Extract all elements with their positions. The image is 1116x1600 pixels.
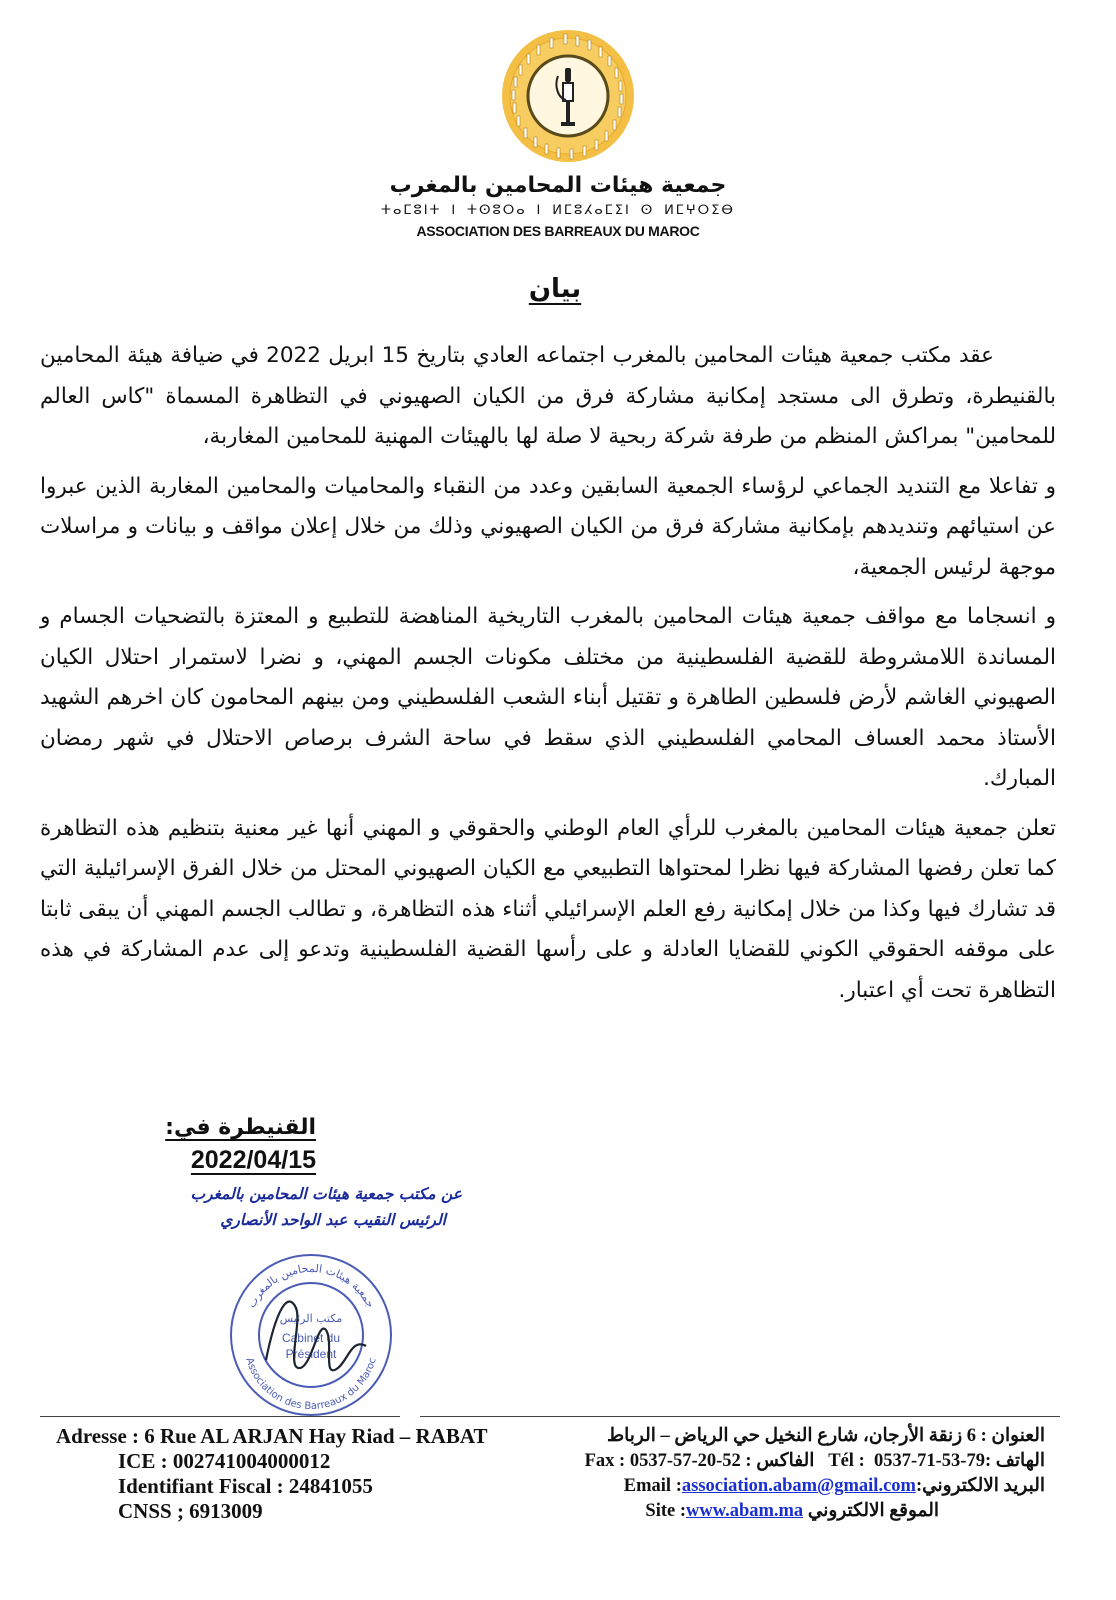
- footer-address-ar: العنوان : 6 زنقة الأرجان، شارع النخيل حي الرياض – الرباط: [607, 1426, 1045, 1446]
- stamp-center-fr-2: Président: [285, 1347, 337, 1361]
- email-label-fr: Email :: [623, 1476, 682, 1496]
- footer-arabic: [500, 1424, 1045, 1524]
- footer-rule-left: [40, 1416, 400, 1417]
- org-name-arabic: جمعية هيئات المحامين بالمغرب: [389, 173, 727, 198]
- paragraph-3: و انسجاما مع مواقف جمعية هيئات المحامين بالمغرب التاريخية المناهضة للتطبيع و المعتزة بالتضحيات الجسام و المساندة اللامشروطة للقضية الفلسطينية من مختلف مكونات الجسم المهني، و نضرا لاستمرار احتلال الكيان الصهيوني الغاشم لأرض فلسطين الطاهرة و تقتيل أبناء الشعب الفلسطيني ومن بينهم المحامون كان اخرهم الشهيد الأستاذ محمد العساف المحامي الفلسطيني الذي سقط في ساحة الشرف برصاص الاحتلال في شهر رمضان المبارك.: [40, 604, 1056, 791]
- signature-president: الرئيس النقيب عبد الواحد الأنصاري: [220, 1211, 446, 1229]
- site-link[interactable]: www.abam.ma: [686, 1501, 804, 1521]
- org-name-french: ASSOCIATION DES BARREAUX DU MAROC: [416, 223, 700, 239]
- stamp-top-text: جمعية هيئات المحامين بالمغرب: [244, 1261, 378, 1310]
- stamp-center-ar: مكتب الرئيس: [279, 1312, 343, 1325]
- paragraph-1: عقد مكتب جمعية هيئات المحامين بالمغرب اجتماعه العادي بتاريخ 15 ابريل 2022 في ضيافة هيئة المحامين بالقنيطرة، وتطرق الى مستجد إمكانية مشاركة فرق من الكيان الصهيوني في التظاهرة المسماة "كاس العالم للمحامين" بمراكش المنظم من طرفة شركة ربحية لا صلة لها بالهيئات المهنية للمحامين المغاربة،: [40, 343, 1056, 449]
- fax-label-ar: الفاكس :: [745, 1451, 815, 1471]
- association-emblem-icon: [500, 28, 636, 164]
- svg-text:Association des Barreaux du Ma: [243, 1357, 379, 1413]
- footer-phone-fax: [500, 1449, 1045, 1474]
- footer-address-fr: Adresse : 6 Rue AL ARJAN Hay Riad – RABAT: [56, 1424, 488, 1448]
- email-label-ar: البريد الالكتروني:: [915, 1476, 1045, 1496]
- phone-label-fr: Tél :: [828, 1451, 870, 1471]
- signature-office: عن مكتب جمعية هيئات المحامين بالمغرب: [190, 1185, 462, 1203]
- footer-french: [56, 1424, 556, 1524]
- phone-label-ar: الهاتف :: [984, 1451, 1045, 1471]
- official-stamp-icon: [226, 1250, 396, 1420]
- stamp-ring-text: Association des Barreaux du Maroc: [243, 1356, 379, 1413]
- footer-site: [500, 1499, 1045, 1524]
- footer-fiscal-id: Identifiant Fiscal : 24841055: [118, 1474, 373, 1498]
- footer-ice: ICE : 002741004000012: [118, 1449, 331, 1473]
- document-date: 2022/04/15: [190, 1146, 316, 1174]
- place-label: القنيطرة في:: [165, 1115, 316, 1140]
- site-label-fr: Site :: [645, 1501, 687, 1521]
- place-date: [60, 1112, 316, 1178]
- fax-label-fr: Fax :: [584, 1451, 626, 1471]
- email-link[interactable]: association.abam@gmail.com: [681, 1476, 916, 1496]
- footer-rule-right: [420, 1416, 1060, 1417]
- paragraph-4: تعلن جمعية هيئات المحامين بالمغرب للرأي العام الوطني والحقوقي و المهني أنها غير معنية بتنظيم هذه التظاهرة كما تعلن رفضها المشاركة فيها نظرا لمحتواها التطبيعي مع الكيان الصهيوني المحتل من خلال الفرق الإسرائيلية التي قد تشارك فيها وكذا من خلال إمكانية رفع العلم الإسرائيلي أثناء هذه التظاهرة، و تطالب الجسم المهني أن يبقى ثابتا على موقفه الحقوقي الكوني للقضايا العادلة و على رأسها القضية الفلسطينية وتدعو إلى عدم المشاركة في هذه التظاهرة تحت أي اعتبار.: [40, 815, 1056, 1003]
- org-name-tifinagh: ⵜⴰⵎⵓⵏⵜ ⵏ ⵜⵙⵓⵔⴰ ⵏ ⵍⵎⵓⵃⴰⵎⵉⵏ ⵙ ⵍⵎⵖⵔⵉⴱ: [381, 203, 735, 218]
- fax-number: 0537-57-20-52: [629, 1451, 741, 1471]
- statement-body: [40, 336, 1056, 1020]
- stamp-center-fr-1: Cabinet du: [281, 1331, 341, 1345]
- paragraph-2: و تفاعلا مع التنديد الجماعي لرؤساء الجمعية السابقين وعدد من النقباء والمحاميات والمحامين المغاربة الذين عبروا عن استيائهم وتنديدهم بإمكانية مشاركة فرق من الكيان الصهيوني وذلك من خلال إعلان مواقف و بيانات و مراسلات موجهة لرئيس الجمعية،: [40, 473, 1056, 580]
- site-label-ar: الموقع الالكتروني: [807, 1501, 939, 1521]
- footer-email: [500, 1474, 1045, 1499]
- phone-number: 0537-71-53-79: [873, 1451, 985, 1471]
- document-title: بيان: [528, 274, 582, 304]
- footer-cnss: CNSS ; 6913009: [118, 1499, 263, 1523]
